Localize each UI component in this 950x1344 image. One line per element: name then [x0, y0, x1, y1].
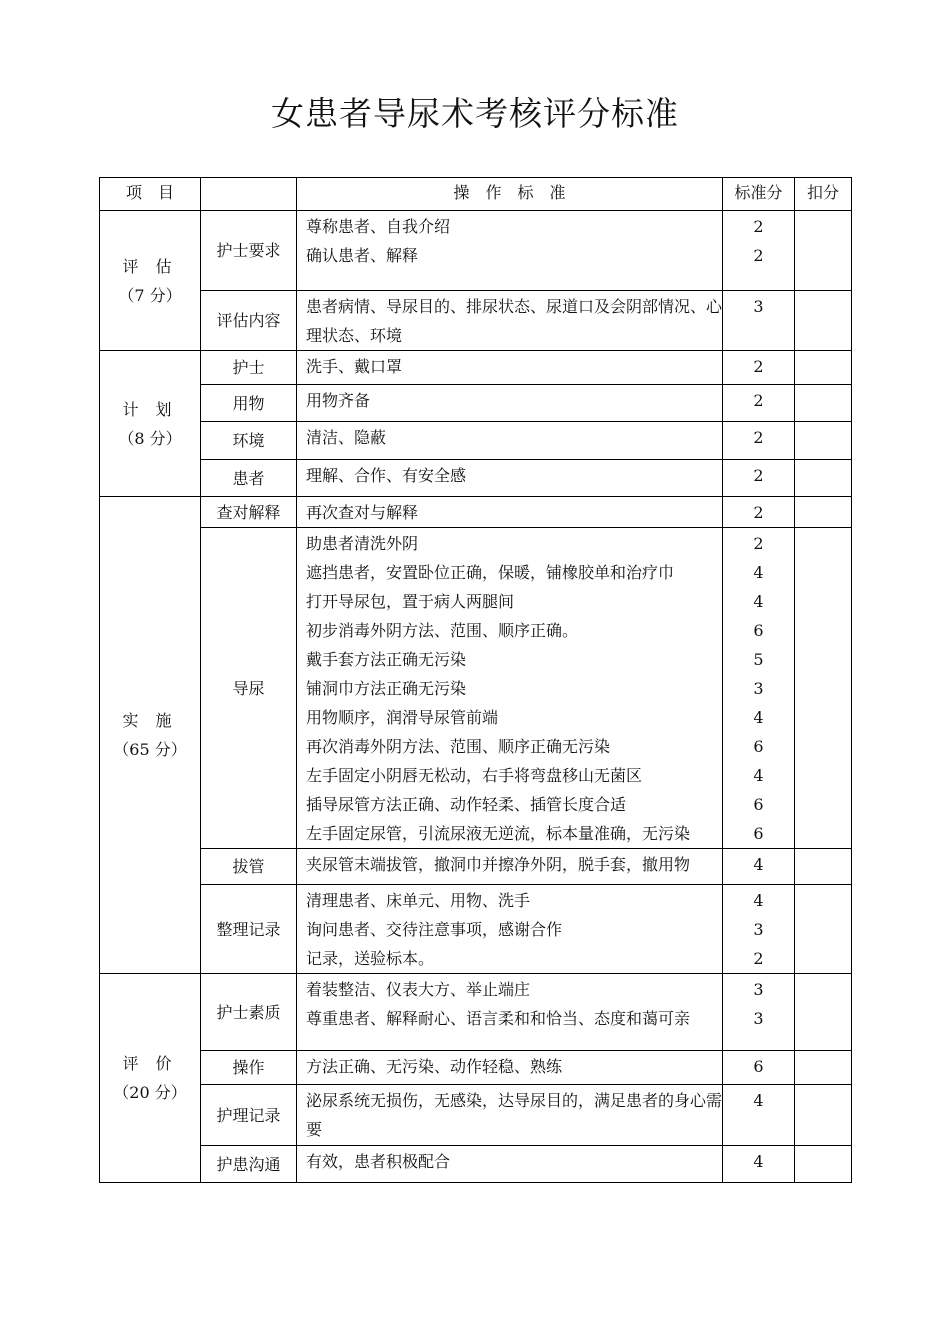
standard-score: 3 — [753, 297, 764, 316]
standard-item: 再次消毒外阴方法、范围、顺序正确无污染 — [306, 737, 611, 756]
section-points: （8 分） — [118, 428, 182, 448]
standard-score: 2 — [753, 503, 764, 522]
standard-score: 6 — [753, 824, 764, 843]
score-cell — [723, 1085, 795, 1146]
standard-score: 4 — [753, 1091, 764, 1110]
standard-score: 3 — [753, 920, 764, 939]
standard-score: 6 — [753, 1057, 764, 1076]
sub-item-label: 护士 — [201, 351, 297, 385]
header-project: 项 目 — [100, 178, 201, 211]
sub-item-label: 护士要求 — [201, 211, 297, 291]
standard-item: 方法正确、无污染、动作轻稳、熟练 — [306, 1057, 563, 1076]
standard-item: 清理患者、床单元、用物、洗手 — [306, 891, 531, 910]
table-row — [100, 1051, 852, 1085]
section-name: 计 划 — [122, 399, 178, 419]
score-cell — [723, 422, 795, 460]
standard-score: 3 — [753, 679, 764, 698]
header-row — [100, 178, 852, 211]
standard-score: 2 — [753, 246, 764, 265]
standard-item: 着装整洁、仪表大方、举止端庄 — [306, 980, 531, 999]
standard-item: 理解、合作、有安全感 — [306, 466, 467, 485]
standard-item: 泌尿系统无损伤，无感染，达导尿目的，满足患者的身心需要 — [306, 1091, 723, 1139]
standard-item: 左手固定小阴唇无松动，右手将弯盘移山无菌区 — [306, 766, 643, 785]
standard-score: 6 — [753, 737, 764, 756]
standard-score: 6 — [753, 795, 764, 814]
deduct-cell[interactable] — [795, 885, 852, 974]
table-row — [100, 211, 852, 291]
section-name: 实 施 — [122, 711, 178, 730]
standard-score: 2 — [753, 428, 764, 447]
sub-item-label: 用物 — [201, 385, 297, 422]
standard-item: 插导尿管方法正确、动作轻柔、插管长度合适 — [306, 795, 627, 814]
standard-score: 5 — [753, 650, 764, 669]
standard-item: 记录，送验标本。 — [306, 949, 435, 968]
standard-item: 尊重患者、解释耐心、语言柔和和恰当、态度和蔼可亲 — [306, 1009, 691, 1028]
standard-cell — [297, 497, 723, 528]
standard-item: 助患者清洗外阴 — [306, 534, 419, 553]
section-points: （20 分） — [113, 1083, 187, 1102]
standard-cell — [297, 460, 723, 497]
standard-item: 用物齐备 — [306, 391, 371, 410]
standard-cell — [297, 1146, 723, 1183]
table-body — [100, 211, 852, 1183]
score-cell — [723, 1146, 795, 1183]
standard-cell — [297, 291, 723, 351]
deduct-cell[interactable] — [795, 422, 852, 460]
standard-item: 患者病情、导尿目的、排尿状态、尿道口及会阴部情况、心理状态、环境 — [306, 297, 723, 345]
standard-score: 4 — [753, 592, 764, 611]
standard-item: 夹尿管末端拔管，撤洞巾并擦净外阴，脱手套，撤用物 — [306, 855, 691, 874]
header-standard: 操 作 标 准 — [297, 178, 723, 211]
standard-item: 确认患者、解释 — [306, 246, 419, 265]
sub-item-label: 拔管 — [201, 849, 297, 885]
sub-item-label: 护士素质 — [201, 974, 297, 1051]
standard-score: 4 — [753, 855, 764, 874]
sub-item-label: 操作 — [201, 1051, 297, 1085]
sub-item-label: 整理记录 — [201, 885, 297, 974]
sub-item-label: 护患沟通 — [201, 1146, 297, 1183]
header-score: 标准分 — [723, 178, 795, 211]
standard-item: 尊称患者、自我介绍 — [306, 217, 451, 236]
table-row — [100, 422, 852, 460]
deduct-cell[interactable] — [795, 291, 852, 351]
standard-item: 用物顺序，润滑导尿管前端 — [306, 708, 499, 727]
deduct-cell[interactable] — [795, 497, 852, 528]
standard-item: 打开导尿包，置于病人两腿间 — [306, 592, 515, 611]
standard-cell — [297, 1051, 723, 1085]
score-cell — [723, 1051, 795, 1085]
section-points: （7 分） — [118, 285, 182, 305]
score-cell — [723, 351, 795, 385]
sub-item-label: 护理记录 — [201, 1085, 297, 1146]
deduct-cell[interactable] — [795, 211, 852, 291]
score-cell — [723, 460, 795, 497]
standard-score: 3 — [753, 1009, 764, 1028]
table-row — [100, 528, 852, 849]
standard-score: 6 — [753, 621, 764, 640]
standard-item: 遮挡患者，安置卧位正确，保暖，铺橡胶单和治疗巾 — [306, 563, 675, 582]
table-row — [100, 497, 852, 528]
standard-item: 戴手套方法正确无污染 — [306, 650, 467, 669]
standard-score: 2 — [753, 391, 764, 410]
score-cell — [723, 849, 795, 885]
sub-item-label: 评估内容 — [201, 291, 297, 351]
standard-cell — [297, 849, 723, 885]
table-row — [100, 291, 852, 351]
deduct-cell[interactable] — [795, 385, 852, 422]
standard-item: 再次查对与解释 — [306, 503, 419, 522]
standard-score: 4 — [753, 708, 764, 727]
standard-score: 2 — [753, 217, 764, 236]
deduct-cell[interactable] — [795, 849, 852, 885]
standard-cell — [297, 385, 723, 422]
standard-score: 2 — [753, 357, 764, 376]
section-name: 评 估 — [122, 256, 178, 276]
standard-item: 左手固定尿管，引流尿液无逆流，标本量准确，无污染 — [306, 824, 691, 843]
standard-item: 铺洞巾方法正确无污染 — [306, 679, 467, 698]
deduct-cell[interactable] — [795, 528, 852, 849]
table-row — [100, 385, 852, 422]
standard-score: 2 — [753, 534, 764, 553]
table-row — [100, 974, 852, 1051]
table-row — [100, 849, 852, 885]
standard-cell — [297, 528, 723, 849]
table-row — [100, 1146, 852, 1183]
score-cell — [723, 528, 795, 849]
sub-item-label: 查对解释 — [201, 497, 297, 528]
table-row — [100, 460, 852, 497]
standard-score: 3 — [753, 980, 764, 999]
header-sub-blank — [201, 178, 297, 211]
score-cell — [723, 211, 795, 291]
standard-score: 4 — [753, 891, 764, 910]
table-row — [100, 1085, 852, 1146]
deduct-cell[interactable] — [795, 974, 852, 1051]
deduct-cell[interactable] — [795, 460, 852, 497]
section-cell — [100, 974, 201, 1183]
score-cell — [723, 291, 795, 351]
table-row — [100, 885, 852, 974]
standard-score: 2 — [753, 949, 764, 968]
score-cell — [723, 974, 795, 1051]
standard-item: 清洁、隐蔽 — [306, 428, 387, 447]
deduct-cell[interactable] — [795, 351, 852, 385]
standard-score: 4 — [753, 1152, 764, 1171]
section-cell — [100, 351, 201, 497]
section-name: 评 价 — [122, 1054, 178, 1073]
standard-cell — [297, 1085, 723, 1146]
standard-item: 有效，患者积极配合 — [306, 1152, 451, 1171]
standard-score: 2 — [753, 466, 764, 485]
section-cell — [100, 211, 201, 351]
standard-cell — [297, 422, 723, 460]
standard-item: 初步消毒外阴方法、范围、顺序正确。 — [306, 621, 579, 640]
deduct-cell[interactable] — [795, 1085, 852, 1146]
standard-item: 询问患者、交待注意事项，感谢合作 — [306, 920, 563, 939]
sub-item-label: 患者 — [201, 460, 297, 497]
table-row — [100, 351, 852, 385]
section-points: （65 分） — [113, 740, 187, 759]
standard-score: 4 — [753, 563, 764, 582]
score-cell — [723, 885, 795, 974]
standard-cell — [297, 974, 723, 1051]
sub-item-label: 导尿 — [201, 528, 297, 849]
score-cell — [723, 497, 795, 528]
score-cell — [723, 385, 795, 422]
deduct-cell[interactable] — [795, 1146, 852, 1183]
deduct-cell[interactable] — [795, 1051, 852, 1085]
document-title: 女患者导尿术考核评分标准 — [271, 94, 679, 133]
standard-cell — [297, 351, 723, 385]
sub-item-label: 环境 — [201, 422, 297, 460]
standard-cell — [297, 885, 723, 974]
section-cell — [100, 497, 201, 974]
standard-score: 4 — [753, 766, 764, 785]
header-deduct: 扣分 — [795, 178, 852, 211]
standard-item: 洗手、戴口罩 — [306, 357, 403, 376]
scoring-table — [99, 177, 852, 1183]
standard-cell — [297, 211, 723, 291]
